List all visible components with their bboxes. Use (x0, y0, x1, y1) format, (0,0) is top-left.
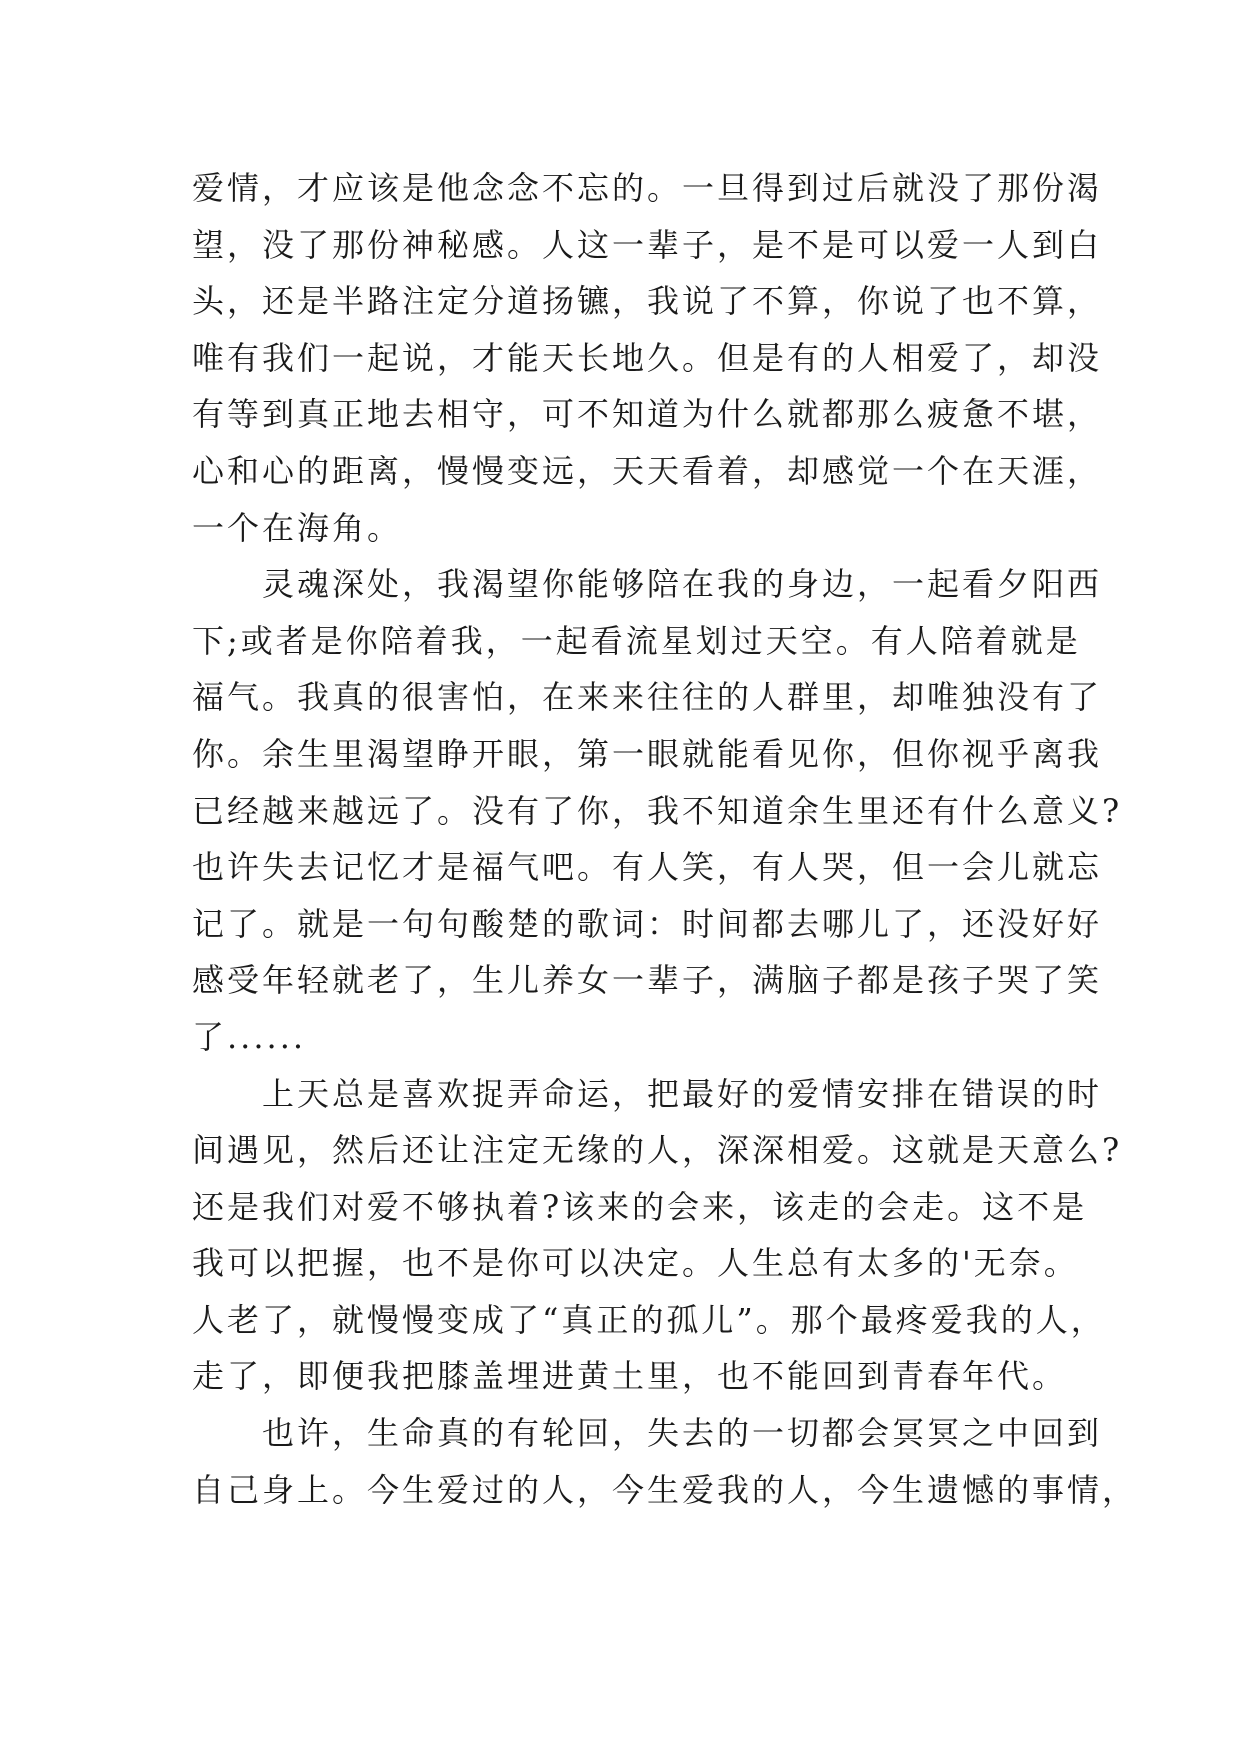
text-line: 我可以把握，也不是你可以决定。人生总有太多的'无奈。 (192, 1244, 1079, 1283)
text-line: 也许，生命真的有轮回，失去的一切都会冥冥之中回到 (192, 1414, 1103, 1453)
text-line: 上天总是喜欢捉弄命运，把最好的爱情安排在错误的时 (192, 1074, 1103, 1113)
text-line: 间遇见，然后还让注定无缘的人，深深相爱。这就是天意么? (192, 1131, 1123, 1170)
text-line: 唯有我们一起说，才能天长地久。但是有的人相爱了，却没 (192, 338, 1103, 377)
text-line: 心和心的距离，慢慢变远，天天看着，却感觉一个在天涯， (192, 451, 1103, 490)
text-line: 有等到真正地去相守，可不知道为什么就都那么疲惫不堪， (192, 395, 1103, 434)
text-line: 下;或者是你陪着我，一起看流星划过天空。有人陪着就是 (192, 621, 1081, 660)
text-line: 一个在海角。 (192, 508, 403, 547)
text-line: 福气。我真的很害怕，在来来往往的人群里，却唯独没有了 (192, 678, 1103, 717)
text-line: 你。余生里渴望睁开眼，第一眼就能看见你，但你视乎离我 (192, 734, 1103, 773)
text-line: 了...... (192, 1017, 307, 1056)
text-line: 还是我们对爱不够执着?该来的会来，该走的会走。这不是 (192, 1187, 1088, 1226)
text-line: 走了，即便我把膝盖埋进黄土里，也不能回到青春年代。 (192, 1357, 1068, 1396)
body-text (192, 160, 1138, 1518)
text-line: 爱情，才应该是他念念不忘的。一旦得到过后就没了那份渴 (192, 169, 1103, 207)
text-line: 灵魂深处，我渴望你能够陪在我的身边，一起看夕阳西 (192, 565, 1103, 604)
text-line: 也许失去记忆才是福气吧。有人笑，有人哭，但一会儿就忘 (192, 848, 1103, 887)
text-line: 已经越来越远了。没有了你，我不知道余生里还有什么意义? (192, 791, 1123, 830)
text-line: 感受年轻就老了，生儿养女一辈子，满脑子都是孩子哭了笑 (192, 961, 1103, 1000)
text-line: 自己身上。今生爱过的人，今生爱我的人，今生遗憾的事情， (192, 1470, 1138, 1509)
text-line: 人老了，就慢慢变成了“真正的孤儿”。那个最疼爱我的人， (192, 1300, 1106, 1339)
text-line: 望，没了那份神秘感。人这一辈子，是不是可以爱一人到白 (192, 225, 1103, 264)
text-line: 记了。就是一句句酸楚的歌词：时间都去哪儿了，还没好好 (192, 904, 1103, 943)
text-line: 头，还是半路注定分道扬镳，我说了不算，你说了也不算， (192, 282, 1103, 321)
